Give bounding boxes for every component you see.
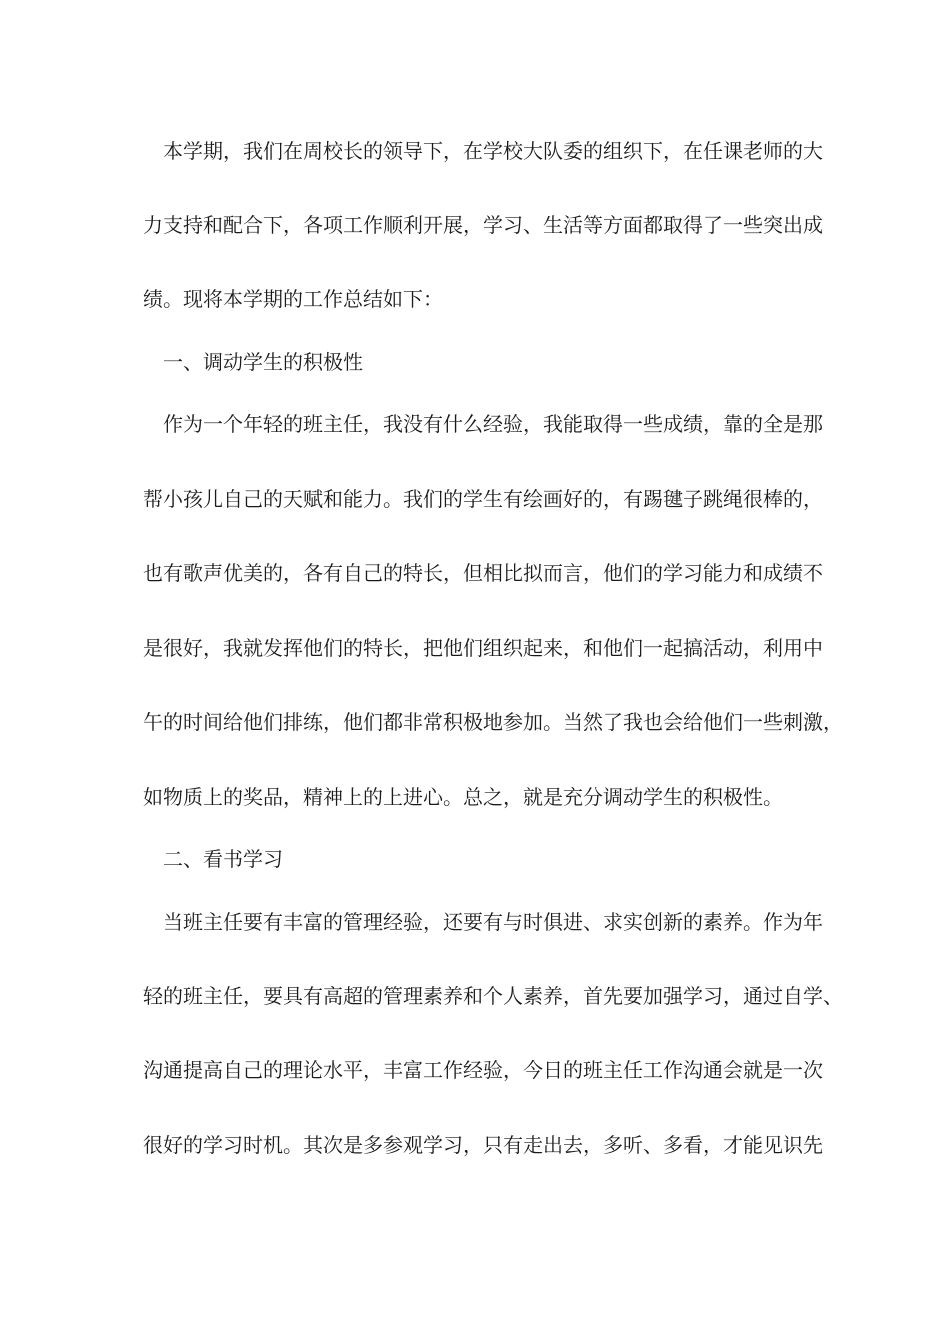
- paragraph-3-line-2: 轻的班主任，要具有高超的管理素养和个人素养，首先要加强学习，通过自学、: [143, 984, 843, 1008]
- paragraph-3-line-1: 当班主任要有丰富的管理经验，还要有与时俱进、求实创新的素养。作为年: [163, 910, 823, 934]
- paragraph-2-line-6: 如物质上的奖品，精神上的上进心。总之，就是充分调动学生的积极性。: [143, 785, 783, 809]
- paragraph-2-line-4: 是很好，我就发挥他们的特长，把他们组织起来，和他们一起搞活动，利用中: [143, 636, 823, 660]
- paragraph-2-line-1: 作为一个年轻的班主任，我没有什么经验，我能取得一些成绩，靠的全是那: [163, 412, 823, 436]
- section-heading-2: 二、看书学习: [163, 847, 283, 871]
- paragraph-1-line-1: 本学期，我们在周校长的领导下，在学校大队委的组织下，在任课老师的大: [163, 139, 823, 163]
- paragraph-3-line-3: 沟通提高自己的理论水平，丰富工作经验，今日的班主任工作沟通会就是一次: [143, 1058, 823, 1082]
- paragraph-3-line-4: 很好的学习时机。其次是多参观学习，只有走出去，多听、多看，才能见识先: [143, 1133, 823, 1157]
- paragraph-1-line-2: 力支持和配合下，各项工作顺利开展，学习、生活等方面都取得了一些突出成: [143, 213, 823, 237]
- paragraph-2-line-3: 也有歌声优美的，各有自己的特长，但相比拟而言，他们的学习能力和成绩不: [143, 561, 823, 585]
- paragraph-1-line-3: 绩。现将本学期的工作总结如下：: [143, 287, 443, 311]
- paragraph-2-line-5: 午的时间给他们排练，他们都非常积极地参加。当然了我也会给他们一些刺激，: [143, 710, 843, 734]
- section-heading-1: 一、调动学生的积极性: [163, 350, 363, 374]
- paragraph-2-line-2: 帮小孩儿自己的天赋和能力。我们的学生有绘画好的，有踢毽子跳绳很棒的，: [143, 487, 823, 511]
